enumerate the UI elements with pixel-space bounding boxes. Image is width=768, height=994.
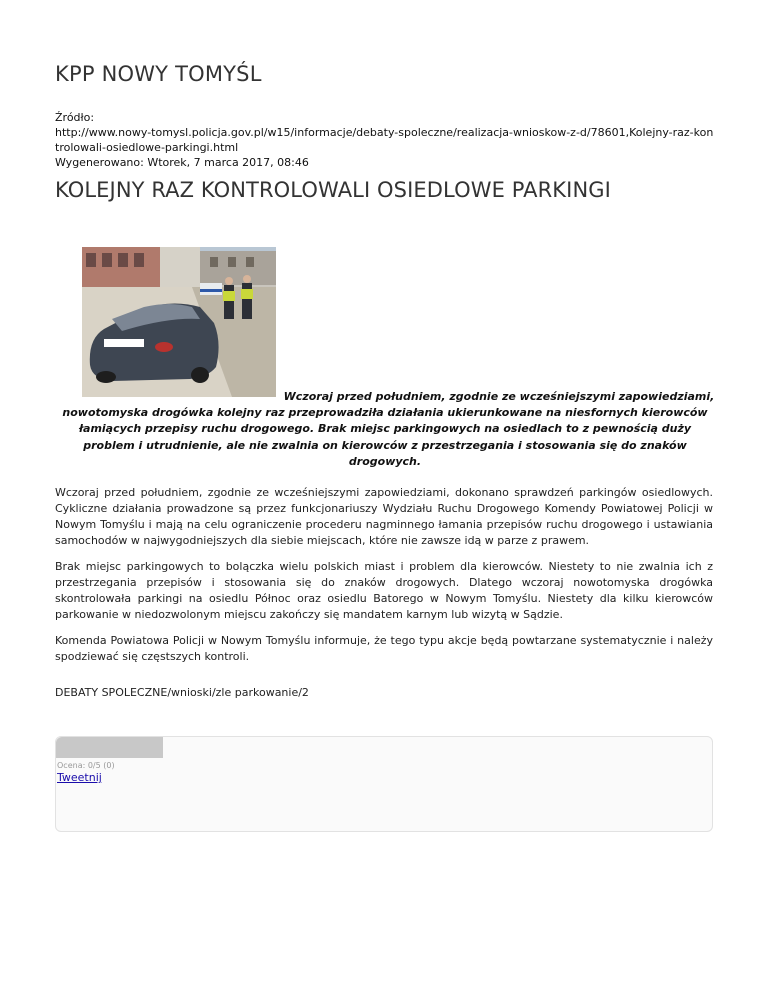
rating-stars-bar[interactable] [56, 737, 163, 758]
site-title: KPP NOWY TOMYŚL [55, 62, 262, 86]
rating-widget [55, 736, 713, 832]
source-label: Źródło: [55, 111, 95, 124]
source-url: http://www.nowy-tomysl.policja.gov.pl/w15/informacje/debaty-spoleczne/realizacja-wnioskow-z-d/78601,Kolejny-raz-kontrolowali-osiedlowe-parkingi.html [55, 126, 714, 154]
rating-text: Ocena: 0/5 (0) [57, 761, 115, 770]
source-meta [55, 110, 715, 170]
article-title: KOLEJNY RAZ KONTROLOWALI OSIEDLOWE PARKINGI [55, 178, 611, 202]
paragraph: Komenda Powiatowa Policji w Nowym Tomyślu informuje, że tego typu akcje będą powtarzane systematycznie i należy spodziewać się częstszych kontroli. [55, 634, 713, 663]
generated-date: Wygenerowano: Wtorek, 7 marca 2017, 08:46 [55, 156, 309, 169]
article-photo [82, 247, 276, 397]
article-lead-text: Wczoraj przed południem, zgodnie ze wcześniejszymi zapowiedziami, nowotomyska drogówka kolejny raz przeprowadziła działania ukierunkowane na niesfornych kierowców łamiących przepisy ruchu drogowego. Brak miejsc parkingowych na osiedlach to z pewnością duży problem i utrudnienie, ale nie zwalnia on kierowców z przestrzegania i stosowania się do znaków drogowych. [62, 390, 715, 468]
article-tags: DEBATY SPOLECZNE/wnioski/zle parkowanie/2 [55, 686, 309, 699]
article-body [55, 485, 713, 675]
paragraph: Wczoraj przed południem, zgodnie ze wcześniejszymi zapowiedziami, dokonano sprawdzeń parkingów osiedlowych. Cykliczne działania prowadzone są przez funkcjonariuszy Wydziału Ruchu Drogowego Komendy Powiatowej Policji w Nowym Tomyślu i mają na celu ograniczenie procederu nagminnego łamania przepisów ruchu drogowego i ustawiania samochodów w najwygodniejszych dla siebie miejscach, które nie zawsze idą w parze z prawem. [55, 486, 713, 547]
paragraph: Brak miejsc parkingowych to bolączka wielu polskich miast i problem dla kierowców. Niestety to nie zwalnia ich z przestrzegania przepisów i stosowania się do znaków drogowych. Dlatego wczoraj nowotomyska drogówka skontrolowała parkingi na osiedlu Północ oraz osiedlu Batorego w Nowym Tomyślu. Niestety dla kilku kierowców parkowanie w niedozwolonym miejscu zakończy się mandatem karnym lub wizytą w Sądzie. [55, 560, 713, 621]
article-lead [55, 389, 715, 470]
tweet-link[interactable]: Tweetnij [57, 771, 102, 784]
